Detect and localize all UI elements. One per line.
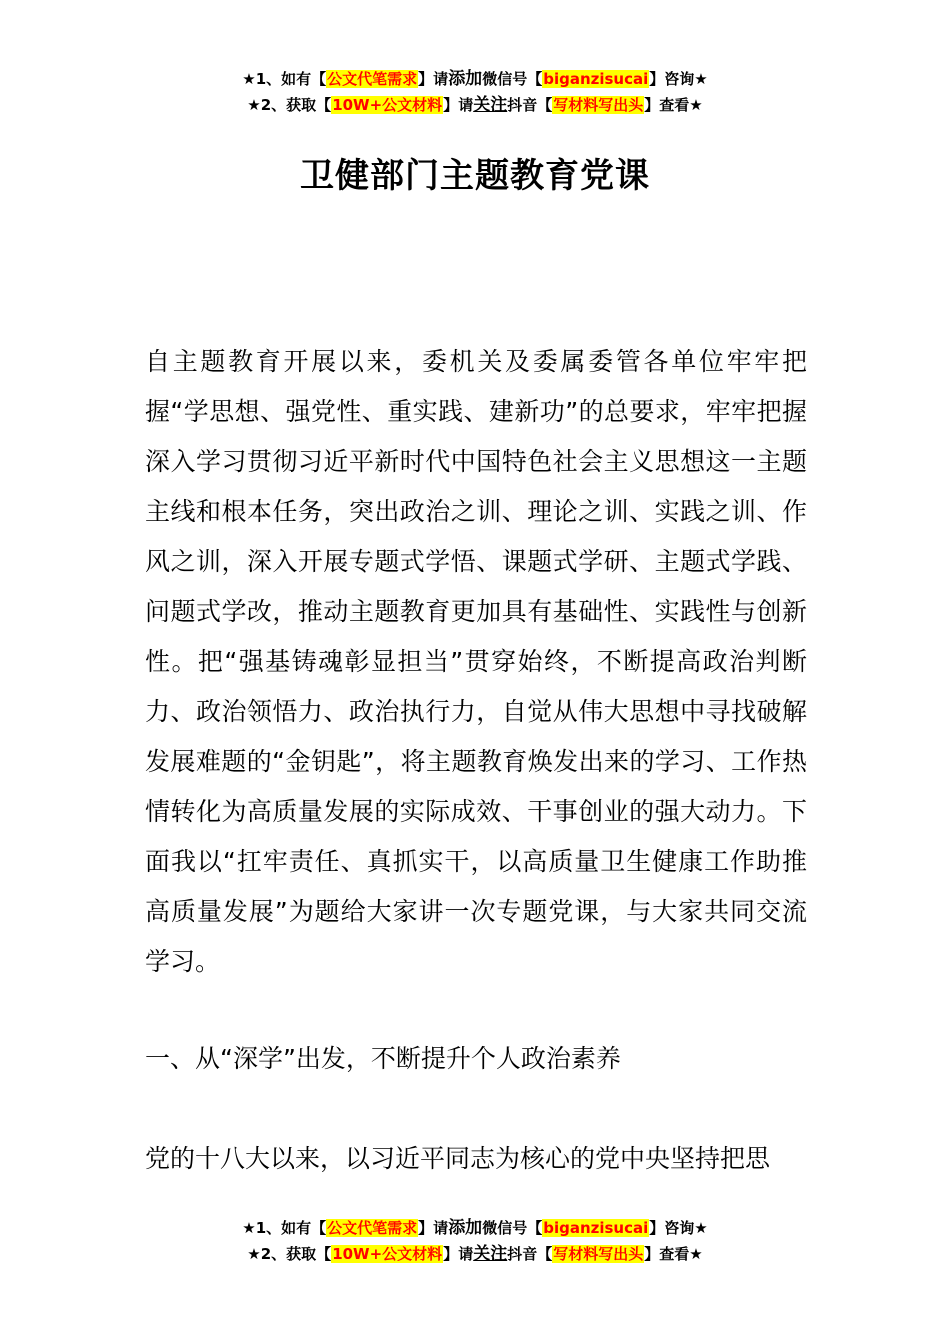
- intro-paragraph: 自主题教育开展以来，委机关及委属委管各单位牢牢把握“学思想、强党性、重实践、建新功”的总要求，牢牢把握深入学习贯彻习近平新时代中国特色社会主义思想这一主题主线和根本任务，突出政治之训、理论之训、实践之训、作风之训，深入开展专题式学悟、课题式学研、主题式学践、问题式学改，推动主题教育更加具有基础性、实践性与创新性。把“强基铸魂彰显担当”贯穿始终，不断提高政治判断力、政治领悟力、政治执行力，自觉从伟大思想中寻找破解发展难题的“金钥匙”，将主题教育焕发出来的学习、工作热情转化为高质量发展的实际成效、干事创业的强大动力。下面我以“扛牢责任、真抓实干，以高质量卫生健康工作助推高质量发展”为题给大家讲一次专题党课，与大家共同交流学习。: [145, 347, 807, 976]
- section-heading: 一、从“深学”出发，不断提升个人政治素养: [145, 1044, 621, 1073]
- document-title: 卫健部门主题教育党课: [300, 156, 650, 196]
- emphasis-text: 关注: [473, 1244, 508, 1264]
- banner-line-2: ★2、获取【10W+公文材料】请关注抖音【写材料写出头】查看★: [247, 95, 703, 115]
- highlight-text: 10W+公文材料: [332, 96, 443, 114]
- header-banner: [0, 66, 950, 118]
- emphasis-text: 添加: [448, 69, 483, 89]
- banner-line-1: ★1、如有【公文代笔需求】请添加微信号【biganzisucai】咨询★: [242, 1218, 708, 1238]
- banner-line-2: ★2、获取【10W+公文材料】请关注抖音【写材料写出头】查看★: [247, 1244, 703, 1264]
- banner-line-1: ★1、如有【公文代笔需求】请添加微信号【biganzisucai】咨询★: [242, 69, 708, 89]
- highlight-text: 公文代笔需求: [327, 70, 418, 88]
- wechat-id: biganzisucai: [543, 70, 649, 88]
- douyin-name: 写材料写出头: [553, 96, 644, 114]
- footer-banner: [0, 1215, 950, 1267]
- highlight-text: 公文代笔需求: [327, 1219, 418, 1237]
- emphasis-text: 关注: [473, 95, 508, 115]
- highlight-text: 10W+公文材料: [332, 1245, 443, 1263]
- body-paragraph: 党的十八大以来，以习近平同志为核心的党中央坚持把思: [145, 1144, 771, 1173]
- wechat-id: biganzisucai: [543, 1219, 649, 1237]
- douyin-name: 写材料写出头: [553, 1245, 644, 1263]
- emphasis-text: 添加: [448, 1218, 483, 1238]
